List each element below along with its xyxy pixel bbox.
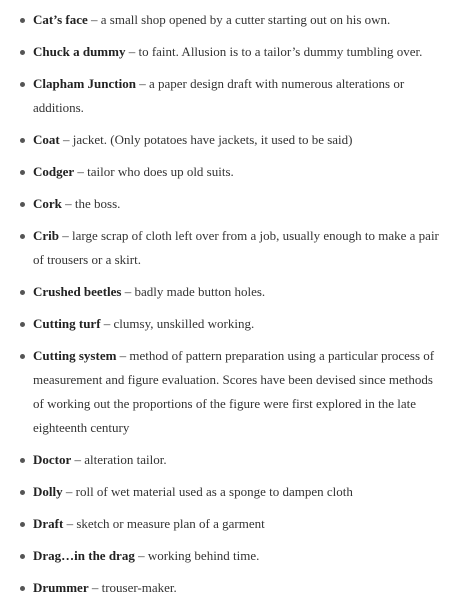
glossary-entry [16, 448, 447, 472]
glossary-entry [16, 224, 447, 272]
entry-definition: – clumsy, unskilled working. [100, 316, 255, 331]
glossary-entry [16, 312, 447, 336]
bullet-icon [20, 586, 25, 591]
entry-definition: – roll of wet material used as a sponge to dampen cloth [62, 484, 353, 499]
glossary-entry [16, 544, 447, 568]
entry-term: Clapham Junction [33, 76, 136, 91]
entry-definition: – trouser-maker. [88, 580, 177, 595]
entry-definition: – jacket. (Only potatoes have jackets, it used to be said) [59, 132, 353, 147]
bullet-icon [20, 50, 25, 55]
glossary-entry [16, 480, 447, 504]
entry-term: Chuck a dummy [33, 44, 126, 59]
bullet-icon [20, 234, 25, 239]
bullet-icon [20, 138, 25, 143]
entry-term: Cat’s face [33, 12, 88, 27]
bullet-icon [20, 354, 25, 359]
entry-definition: – tailor who does up old suits. [74, 164, 234, 179]
entry-term: Doctor [33, 452, 72, 467]
entry-definition: – a small shop opened by a cutter starting out on his own. [87, 12, 391, 27]
glossary-entry [16, 8, 447, 32]
entry-term: Cutting system [33, 348, 117, 363]
glossary-entry [16, 128, 447, 152]
bullet-icon [20, 290, 25, 295]
entry-term: Coat [33, 132, 60, 147]
entry-term: Drummer [33, 580, 89, 595]
entry-definition: – badly made button holes. [121, 284, 266, 299]
entry-definition: – to faint. Allusion is to a tailor’s dummy tumbling over. [125, 44, 423, 59]
glossary-entry [16, 160, 447, 184]
bullet-icon [20, 522, 25, 527]
bullet-icon [20, 322, 25, 327]
glossary-entry [16, 40, 447, 64]
entry-definition: – method of pattern preparation using a particular process of measurement and figure evaluation. Scores have been devised since methods of working out the proportions of the figure were first explored in the late eighteenth century [33, 348, 435, 435]
glossary-entry [16, 576, 447, 600]
entry-term: Drag…in the drag [33, 548, 135, 563]
bullet-icon [20, 458, 25, 463]
glossary-entry [16, 72, 447, 120]
entry-definition: – the boss. [61, 196, 121, 211]
entry-definition: – large scrap of cloth left over from a job, usually enough to make a pair of trousers or a skirt. [33, 228, 439, 267]
entry-term: Crushed beetles [33, 284, 122, 299]
entry-term: Cutting turf [33, 316, 101, 331]
bullet-icon [20, 82, 25, 87]
entry-definition: – working behind time. [134, 548, 260, 563]
entry-term: Crib [33, 228, 59, 243]
entry-term: Draft [33, 516, 64, 531]
bullet-icon [20, 170, 25, 175]
bullet-icon [20, 202, 25, 207]
entry-definition: – sketch or measure plan of a garment [63, 516, 265, 531]
glossary-entry [16, 512, 447, 536]
entry-term: Dolly [33, 484, 63, 499]
entry-definition: – alteration tailor. [71, 452, 167, 467]
bullet-icon [20, 554, 25, 559]
entry-term: Cork [33, 196, 62, 211]
glossary-entry [16, 344, 447, 440]
entry-definition: – a paper design draft with numerous alterations or additions. [33, 76, 405, 115]
bullet-icon [20, 490, 25, 495]
entry-term: Codger [33, 164, 75, 179]
bullet-icon [20, 18, 25, 23]
glossary-entry [16, 192, 447, 216]
glossary-entry [16, 280, 447, 304]
